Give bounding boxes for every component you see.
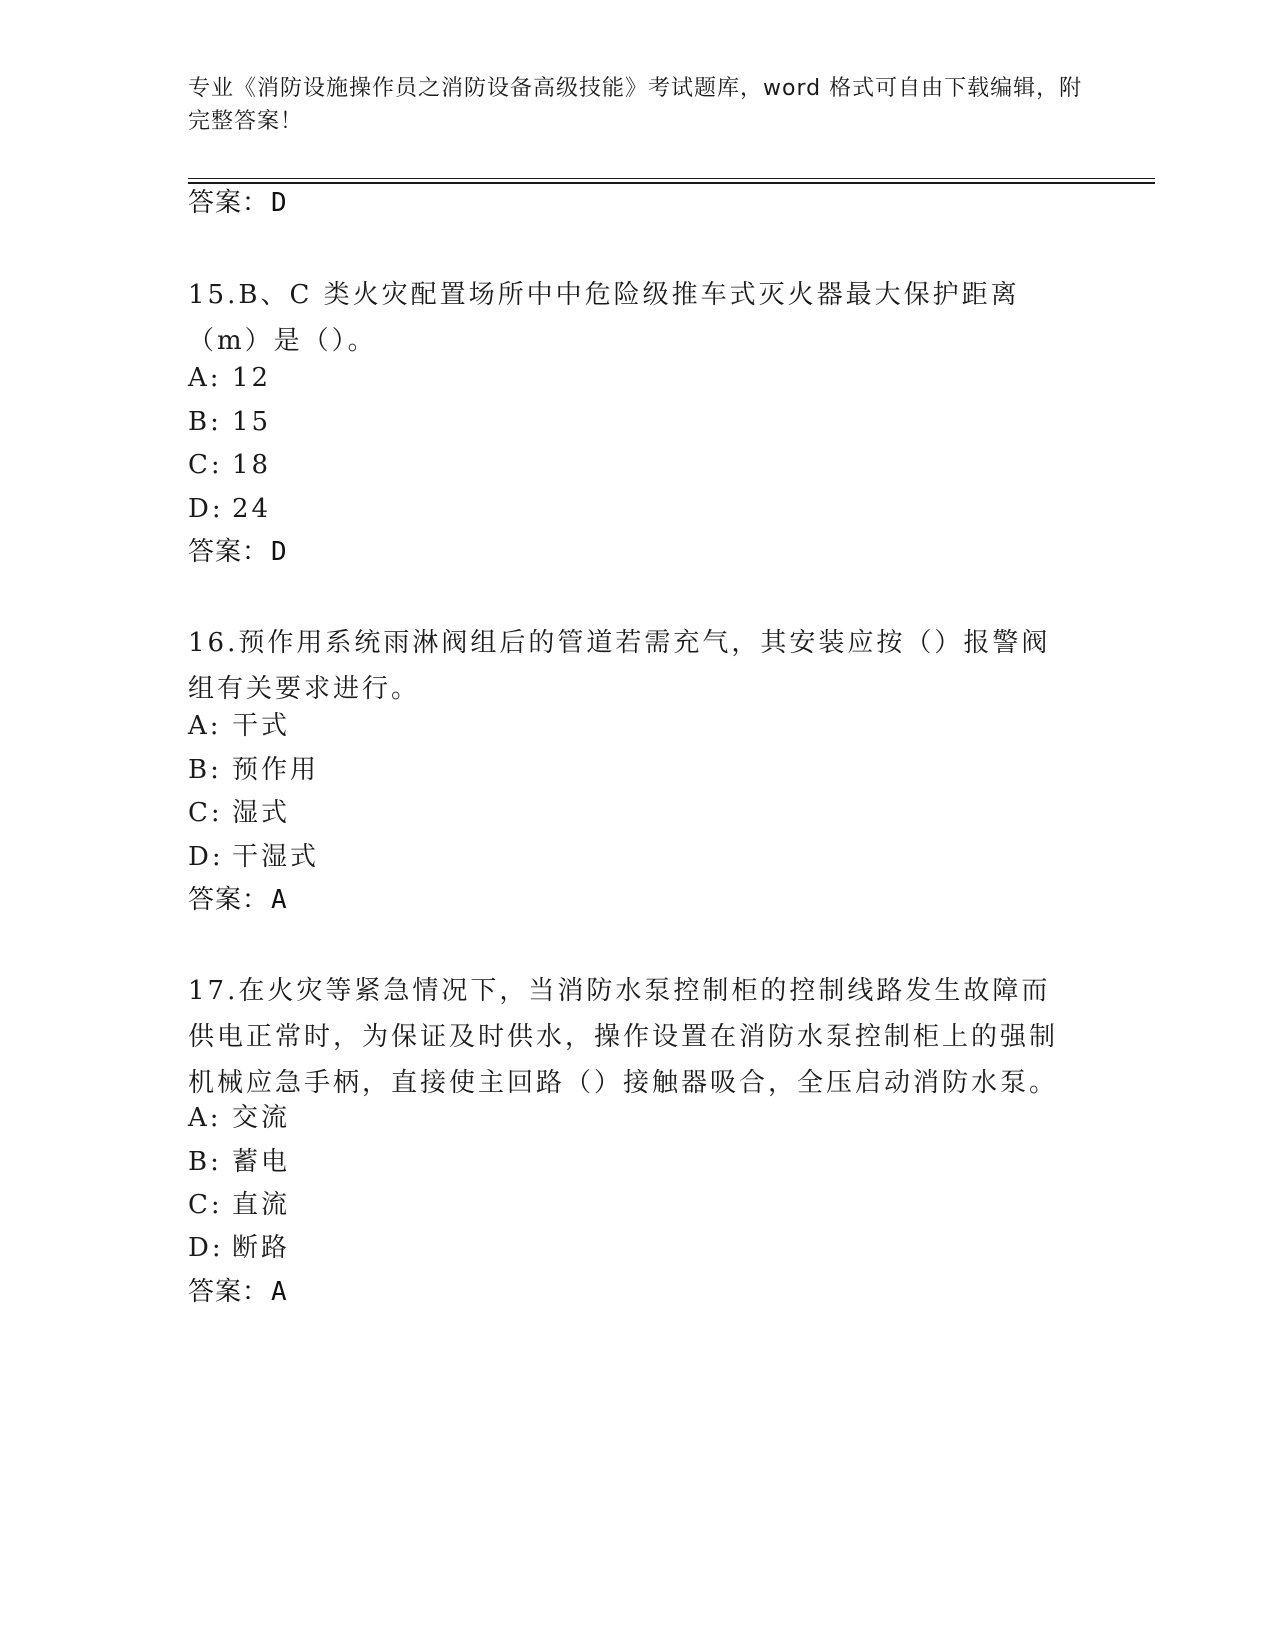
option-key: A: (188, 711, 222, 741)
question-17-option-a (188, 1101, 290, 1135)
option-text: 干式 (232, 711, 291, 741)
question-15-option-a (188, 361, 271, 395)
option-key: B: (188, 755, 222, 785)
answer-value: A (271, 1277, 287, 1307)
option-key: B: (188, 407, 222, 437)
option-key: D: (188, 1233, 224, 1263)
option-text: 交流 (232, 1103, 291, 1133)
question-15-option-d (188, 492, 271, 526)
answer-value: A (271, 885, 287, 915)
answer-label: 答案： (188, 188, 270, 218)
question-17-option-c (188, 1188, 290, 1222)
option-text: 12 (232, 363, 272, 393)
option-text: 干湿式 (232, 842, 320, 872)
option-key: A: (188, 363, 222, 393)
option-key: C: (188, 450, 223, 480)
answer-value: D (271, 188, 287, 218)
answer-label: 答案： (188, 885, 270, 915)
answer-line-14 (188, 186, 287, 220)
answer-label: 答案： (188, 537, 270, 567)
question-16-option-b (188, 753, 319, 787)
header-divider-thick (188, 182, 1155, 184)
question-16-option-a (188, 709, 290, 743)
question-15-option-c (188, 448, 271, 482)
option-text: 18 (232, 450, 272, 480)
option-text: 24 (232, 494, 272, 524)
answer-value: D (271, 537, 287, 567)
question-17-text: 17.在火灾等紧急情况下，当消防水泵控制柜的控制线路发生故障而供电正常时，为保证及时供水，操作设置在消防水泵控制柜上的强制机械应急手柄，直接使主回路（）接触器吸合，全压启动消防水泵。 (188, 976, 1059, 1098)
question-17-option-b (188, 1145, 290, 1179)
option-key: C: (188, 1190, 223, 1220)
question-16-option-d (188, 840, 319, 874)
option-key: D: (188, 494, 224, 524)
option-text: 断路 (232, 1233, 291, 1263)
question-17-option-d (188, 1231, 290, 1265)
header-divider-thin (188, 178, 1155, 179)
page-header-text: 专业《消防设施操作员之消防设备高级技能》考试题库，word 格式可自由下载编辑，附完整答案！ (188, 76, 1083, 134)
question-16-text: 16.预作用系统雨淋阀组后的管道若需充气，其安装应按（）报警阀组有关要求进行。 (188, 628, 1051, 704)
option-key: A: (188, 1103, 222, 1133)
answer-label: 答案： (188, 1277, 270, 1307)
option-text: 15 (232, 407, 272, 437)
option-text: 直流 (232, 1190, 291, 1220)
option-key: B: (188, 1147, 222, 1177)
answer-line-15 (188, 535, 287, 569)
answer-line-16 (188, 883, 287, 917)
question-15-text: 15.B、C 类火灾配置场所中中危险级推车式灭火器最大保护距离（m）是（）。 (188, 280, 1020, 356)
question-16-option-c (188, 796, 290, 830)
question-15-option-b (188, 405, 271, 439)
answer-line-17 (188, 1275, 287, 1309)
option-text: 湿式 (232, 798, 291, 828)
option-key: C: (188, 798, 223, 828)
option-text: 预作用 (232, 755, 320, 785)
option-text: 蓄电 (232, 1147, 291, 1177)
option-key: D: (188, 842, 224, 872)
